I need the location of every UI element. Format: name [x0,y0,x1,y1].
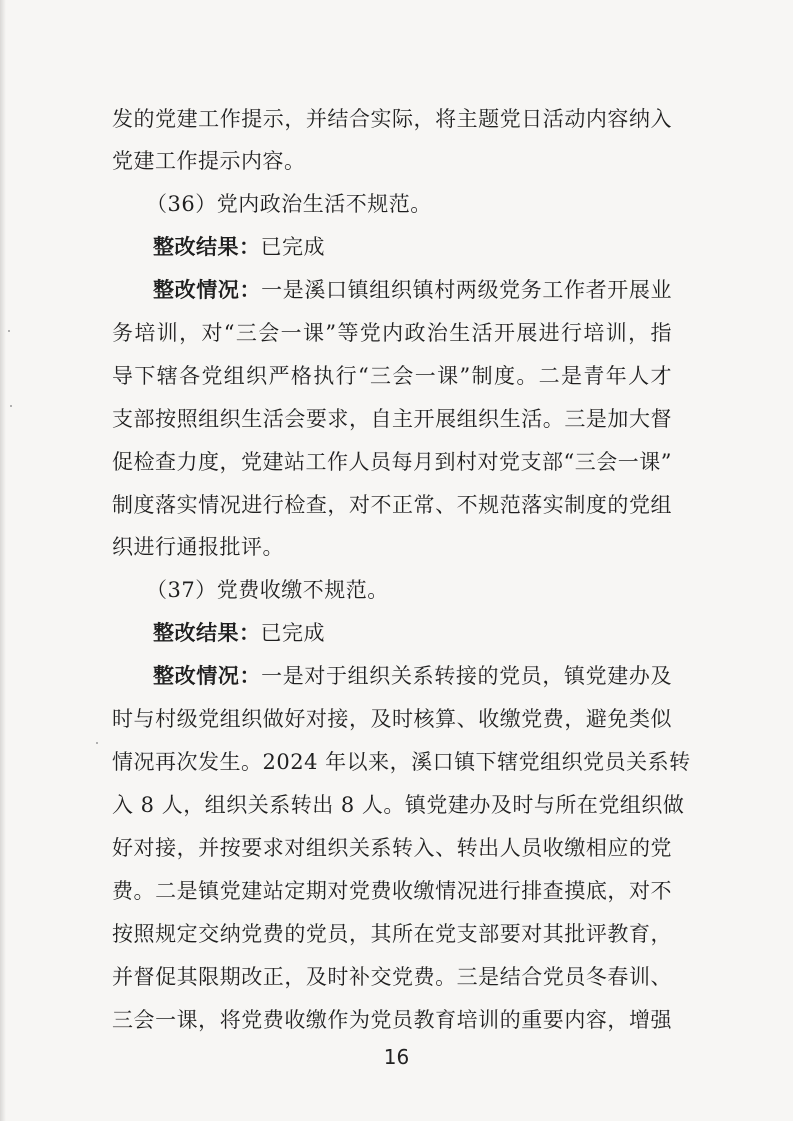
scan-speck [96,742,98,744]
body-text-line: 党建工作提示内容。 [112,149,306,173]
body-text-line: 三会一课，将党费收缴作为党员教育培训的重要内容，增强 [112,1008,672,1032]
situation-text: 一是溪口镇组织镇村两级党务工作者开展业 [261,278,673,302]
body-text-line: 好对接，并按要求对组织关系转入、转出人员收缴相应的党 [112,836,672,860]
body-text-line: 情况再次发生。2024 年以来，溪口镇下辖党组织党员关系转 [112,750,691,774]
result-label: 整改结果： [153,620,261,645]
result-line [153,618,672,648]
scan-speck [8,330,10,332]
body-text-line: 入 8 人，组织关系转出 8 人。镇党建办及时与所在党组织做 [112,793,685,817]
body-text-line: 并督促其限期改正，及时补交党费。三是结合党员冬春训、 [112,965,672,989]
result-value: 已完成 [260,621,325,645]
body-text-line: 按照规定交纳党费的党员，其所在党支部要对其批评教育， [112,922,672,946]
body-text-line: 支部按照组织生活会要求，自主开展组织生活。三是加大督 [112,407,672,431]
situation-text: 一是对于组织关系转接的党员，镇党建办及 [261,664,673,688]
situation-label: 整改情况： [153,277,262,302]
body-text-line: 促检查力度，党建站工作人员每月到村对党支部“三会一课” [112,450,672,474]
body-text-line: 费。二是镇党建站定期对党费收缴情况进行排查摸底，对不 [112,879,672,903]
body-text-line: 导下辖各党组织严格执行“三会一课”制度。二是青年人才 [112,364,672,388]
page-number: 16 [383,1045,410,1069]
result-line [153,232,672,262]
body-text-line: 时与村级党组织做好对接，及时核算、收缴党费，避免类似 [112,707,672,731]
situation-line [153,661,672,691]
situation-line [153,275,672,305]
section-heading-37: （37）党费收缴不规范。 [146,578,389,602]
scan-edge-shadow [0,0,6,1121]
body-text-line: 制度落实情况进行检查，对不正常、不规范落实制度的党组 [112,493,672,517]
body-text-line: 发的党建工作提示，并结合实际，将主题党日活动内容纳入 [112,107,672,131]
result-value: 已完成 [260,235,325,259]
situation-label: 整改情况： [153,663,262,688]
body-text-line: 务培训，对“三会一课”等党内政治生活开展进行培训，指 [112,321,672,345]
body-text-line: 织进行通报批评。 [112,535,284,559]
scan-speck [10,405,12,407]
section-heading-36: （36）党内政治生活不规范。 [146,192,432,216]
result-label: 整改结果： [153,234,261,259]
